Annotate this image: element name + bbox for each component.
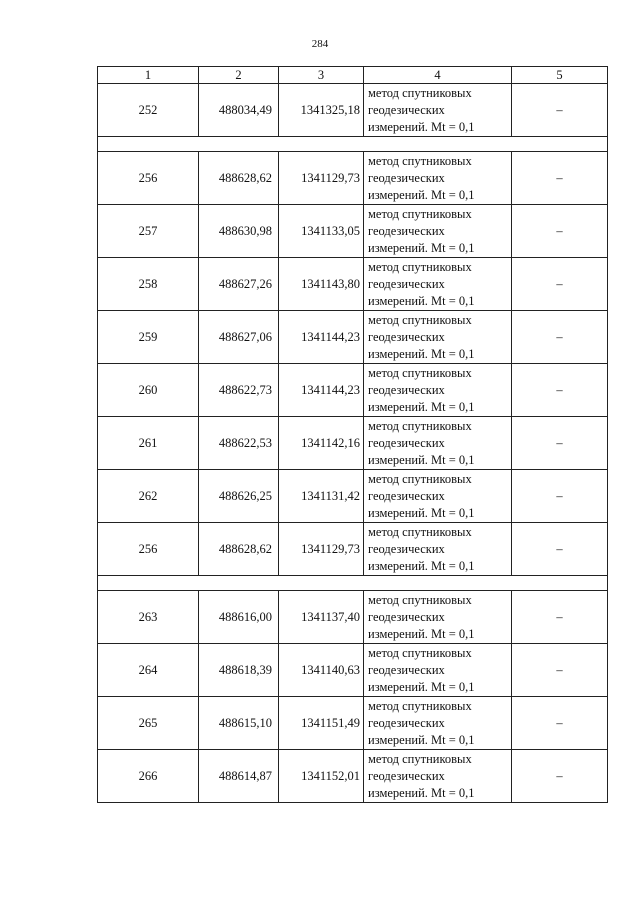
method-line: измерений. Mt = 0,1 [368,119,475,134]
method-cell [364,591,512,644]
column-header-1: 1 [98,67,199,84]
note-cell: – [512,152,608,205]
column-header-3: 3 [279,67,364,84]
table-row [98,591,608,644]
coordinate-x: 488622,73 [199,364,279,417]
method-line: измерений. Mt = 0,1 [368,346,475,361]
method-line: измерений. Mt = 0,1 [368,293,475,308]
method-line: метод спутниковых [368,751,472,766]
method-cell [364,644,512,697]
method-line: геодезических [368,329,445,344]
coordinate-y: 1341129,73 [279,523,364,576]
coordinates-table [97,66,608,803]
table-body [98,67,608,803]
method-line: измерений. Mt = 0,1 [368,452,475,467]
header-row [98,67,608,84]
point-number: 256 [98,152,199,205]
coordinate-y: 1341144,23 [279,311,364,364]
method-cell [364,470,512,523]
column-header-4: 4 [364,67,512,84]
method-line: метод спутниковых [368,206,472,221]
coordinate-x: 488615,10 [199,697,279,750]
method-line: метод спутниковых [368,524,472,539]
coordinate-y: 1341129,73 [279,152,364,205]
note-cell: – [512,205,608,258]
separator-cell [98,137,608,152]
coordinate-x: 488627,26 [199,258,279,311]
note-cell: – [512,258,608,311]
coordinate-x: 488622,53 [199,417,279,470]
note-cell: – [512,591,608,644]
note-cell: – [512,417,608,470]
table-row [98,470,608,523]
method-line: геодезических [368,715,445,730]
method-line: геодезических [368,276,445,291]
coordinate-y: 1341151,49 [279,697,364,750]
point-number: 265 [98,697,199,750]
point-number: 266 [98,750,199,803]
coordinate-y: 1341142,16 [279,417,364,470]
method-cell [364,84,512,137]
method-line: метод спутниковых [368,259,472,274]
coordinate-x: 488626,25 [199,470,279,523]
table-row [98,644,608,697]
point-number: 260 [98,364,199,417]
coordinate-y: 1341140,63 [279,644,364,697]
method-line: метод спутниковых [368,698,472,713]
method-line: измерений. Mt = 0,1 [368,399,475,414]
method-line: геодезических [368,488,445,503]
method-line: измерений. Mt = 0,1 [368,240,475,255]
method-line: метод спутниковых [368,365,472,380]
method-cell [364,152,512,205]
method-line: измерений. Mt = 0,1 [368,505,475,520]
method-line: геодезических [368,102,445,117]
point-number: 264 [98,644,199,697]
method-line: метод спутниковых [368,471,472,486]
point-number: 257 [98,205,199,258]
point-number: 256 [98,523,199,576]
separator-row [98,576,608,591]
method-cell [364,311,512,364]
method-line: геодезических [368,662,445,677]
method-line: метод спутниковых [368,592,472,607]
table-row [98,205,608,258]
note-cell: – [512,644,608,697]
table-row [98,523,608,576]
page-number: 284 [311,38,329,50]
method-line: метод спутниковых [368,312,472,327]
table-row [98,152,608,205]
point-number: 263 [98,591,199,644]
column-header-5: 5 [512,67,608,84]
method-cell [364,364,512,417]
method-line: геодезических [368,435,445,450]
table-row [98,258,608,311]
note-cell: – [512,750,608,803]
method-line: геодезических [368,170,445,185]
method-cell [364,697,512,750]
separator-cell [98,576,608,591]
point-number: 258 [98,258,199,311]
table-row [98,697,608,750]
coordinate-x: 488630,98 [199,205,279,258]
method-cell [364,750,512,803]
method-line: измерений. Mt = 0,1 [368,732,475,747]
method-line: метод спутниковых [368,85,472,100]
coordinate-y: 1341131,42 [279,470,364,523]
table-row [98,311,608,364]
note-cell: – [512,311,608,364]
coordinate-y: 1341152,01 [279,750,364,803]
coordinate-x: 488616,00 [199,591,279,644]
point-number: 259 [98,311,199,364]
method-cell [364,258,512,311]
coordinate-x: 488034,49 [199,84,279,137]
method-line: измерений. Mt = 0,1 [368,679,475,694]
note-cell: – [512,470,608,523]
column-header-2: 2 [199,67,279,84]
method-line: геодезических [368,768,445,783]
method-line: геодезических [368,382,445,397]
note-cell: – [512,523,608,576]
coordinate-x: 488628,62 [199,523,279,576]
coordinate-y: 1341144,23 [279,364,364,417]
method-line: измерений. Mt = 0,1 [368,785,475,800]
method-line: геодезических [368,223,445,238]
method-line: метод спутниковых [368,153,472,168]
coordinate-y: 1341137,40 [279,591,364,644]
method-line: геодезических [368,609,445,624]
method-line: геодезических [368,541,445,556]
point-number: 262 [98,470,199,523]
coordinate-y: 1341143,80 [279,258,364,311]
method-line: метод спутниковых [368,645,472,660]
method-line: измерений. Mt = 0,1 [368,558,475,573]
coordinate-x: 488614,87 [199,750,279,803]
method-line: измерений. Mt = 0,1 [368,187,475,202]
method-cell [364,523,512,576]
method-cell [364,205,512,258]
table-row [98,417,608,470]
table-row [98,364,608,417]
coordinate-x: 488618,39 [199,644,279,697]
separator-row [98,137,608,152]
coordinate-y: 1341133,05 [279,205,364,258]
note-cell: – [512,84,608,137]
table-row [98,750,608,803]
note-cell: – [512,364,608,417]
method-line: метод спутниковых [368,418,472,433]
coordinate-x: 488628,62 [199,152,279,205]
method-line: измерений. Mt = 0,1 [368,626,475,641]
table-row [98,84,608,137]
point-number: 252 [98,84,199,137]
method-cell [364,417,512,470]
note-cell: – [512,697,608,750]
point-number: 261 [98,417,199,470]
coordinate-y: 1341325,18 [279,84,364,137]
coordinate-x: 488627,06 [199,311,279,364]
